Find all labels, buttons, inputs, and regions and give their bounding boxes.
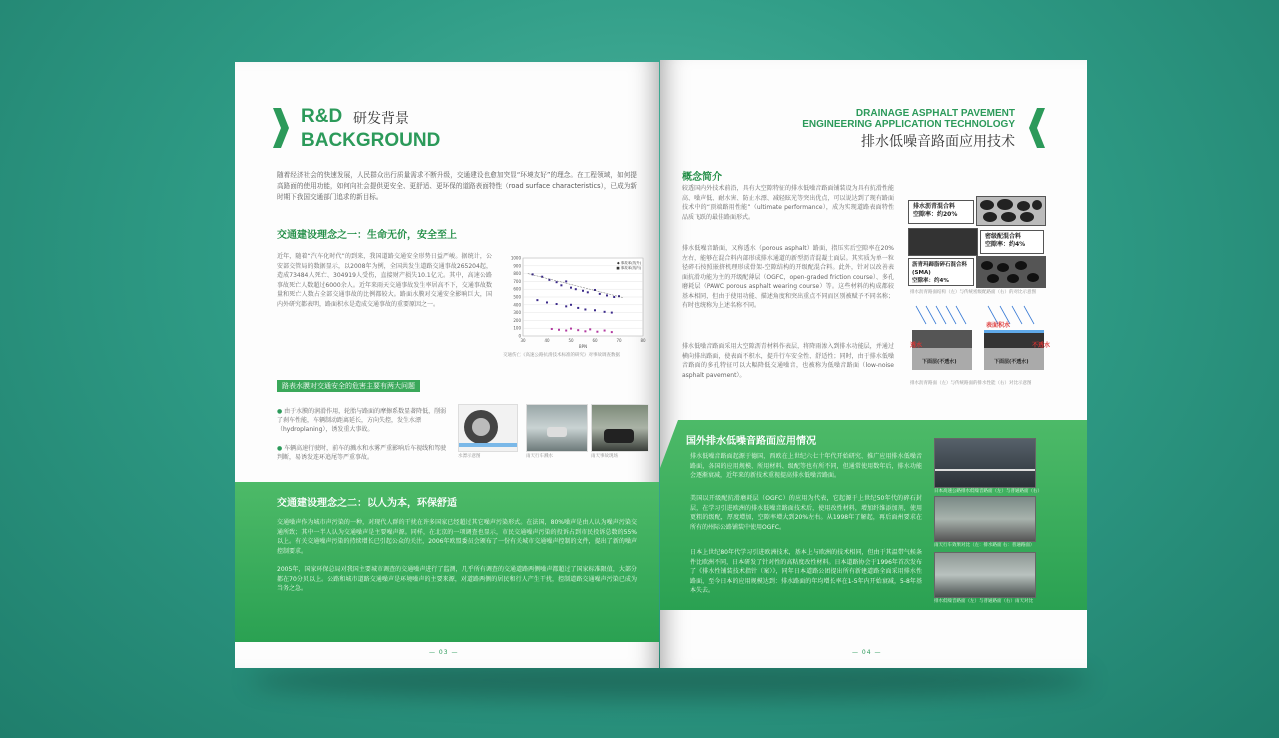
drain-mix-label: 排水沥青混合料 空隙率：约20% [913, 203, 958, 218]
hazard-tag: 路表水膜对交通安全的危害主要有两大问题 [277, 380, 420, 392]
section1-body: 近年，随着“汽车化时代”的到来，我国道路交通安全形势日益严峻。据统计，公安部交管局的数据显示，以2008年为例，全国共发生道路交通事故265204起，造成73484人死亡、304919人受伤，直接财产损失10.1亿元。其中，高速公路事故死亡人数超过6000余人。近年来雨天交通事故发生率居高不下，交通事故数量和死亡人数占全部交通事故的比例都较大。路面水膜对交通安全影响巨大，国内外研究都表明，路面积水是造成交通事故的重要原因之一。 [277, 253, 492, 308]
sma-label: 沥青玛蹄脂碎石混合料(SMA) 空隙率：约4% [912, 262, 968, 284]
intl-body2: 美国以开级配抗滑磨耗层（OGFC）的应用为代表，它起源于上世纪50年代的碎石封层，在学习引进欧洲的排水低噪音路面技术后，使用改性材料，增加纤维添加剂，使用更粗的级配，厚度增加，空隙率增大到20%左右。从1998年了解起，再后面州要求在所有的州际公路铺装中使用OGFC。 [690, 495, 922, 531]
water-caption: 排水沥青路面（左）与传统路面的排水性能（右）对比示意图 [910, 381, 1032, 386]
chart-y-tick: 200 [513, 317, 521, 323]
chart-y-tick: 1000 [510, 255, 521, 261]
title-cn-right: 排水低噪音路面应用技术 [861, 134, 1015, 150]
section2-title: 交通建设理念之二：以人为本，环保舒适 [277, 498, 457, 509]
chart-point [575, 288, 577, 290]
chart-point [613, 296, 615, 298]
chart-y-tick: 0 [518, 333, 521, 339]
intl-body1: 排水低噪音路面起源于德国，西欧在上世纪六七十年代开始研究、推广应用排水低噪音路面，各国的应用规模、所用材料、级配等也有所不同，但通常使用数年后，排水功能会逐渐衰减，近年来的新技术重视提高排水低噪音路面。 [690, 453, 922, 479]
page-number-right: — 04 — [852, 649, 882, 656]
bullet-dot-icon: ● [277, 408, 285, 415]
chart-point [570, 328, 572, 330]
chart-point [611, 331, 613, 333]
chart-point [546, 301, 548, 303]
photo3-caption: 雨天事故现场 [591, 454, 618, 459]
sma-label-box [908, 258, 974, 286]
drain-mix-sample [976, 196, 1046, 226]
chart-x-tick: 70 [616, 338, 622, 343]
concept-body1: 较透国内外技术前沿，具有大空隙特征的排水低噪音路面铺装设为具有抗滑性能高、噪声低、耐水害、防止水漂、减轻眩光等突出优点，可以说达到了现有路面技术中的“顶端路用性能”（ultimate performance），成为实现道路表面特性品质飞跃的最佳路面形式。 [682, 185, 894, 221]
chart-point [606, 294, 608, 296]
water-label-3: 不透水 [1032, 342, 1051, 349]
chart-y-tick: 400 [513, 302, 521, 308]
splash-photo [526, 404, 588, 452]
chart-legend-entry: ■ 事故率(线内) [616, 266, 641, 270]
photo2-caption: 雨天行车溅水 [526, 454, 553, 459]
tire-icon [459, 405, 517, 451]
bullet-2 [277, 444, 447, 462]
title-en-line2: ENGINEERING APPLICATION TECHNOLOGY [802, 119, 1015, 130]
intl-title: 国外排水低噪音路面应用情况 [686, 436, 816, 447]
chart-x-label: BPN [578, 344, 588, 349]
dense-mix-sample [908, 228, 978, 256]
chart-point [532, 273, 534, 275]
chevron-left-icon [1029, 108, 1045, 148]
title-background: BACKGROUND [301, 130, 441, 151]
left-page [235, 62, 659, 668]
chart-y-tick: 100 [513, 325, 521, 331]
road-photo-1 [934, 438, 1036, 488]
base-label-1: 下面层(不透水) [922, 359, 957, 365]
chart-point [565, 280, 567, 282]
bullet-1-text: 由于水膜的润滑作用，轮胎与路面的摩擦系数显著降低，削弱了刹车性能，车辆制动距离延长，方向失控，发生水漂（hydroplaning），诱发重大事故。 [277, 408, 447, 433]
chart-y-tick: 600 [513, 286, 521, 292]
road-caption-1: 日本高速公路排水低噪音路面（左）与普通路面（右） [934, 489, 1042, 494]
car-shape [604, 429, 634, 443]
road-caption-3: 排水低噪音路面（左）与普通路面（右）雨天对比 [934, 599, 1033, 604]
bullet-2-text: 车辆高速行驶时，前车的溅水和水雾严重影响后车视线和驾驶判断，易诱发连环追尾等严重事故。 [277, 445, 447, 461]
road-caption-2: 雨天行车效果对比（左：排水路面 右：普通路面） [934, 543, 1035, 548]
sma-sample [976, 256, 1046, 288]
photo1-caption: 水漂示意图 [458, 454, 481, 459]
chart-point [551, 328, 553, 330]
chart-point [536, 299, 538, 301]
chart-point [570, 304, 572, 306]
chart-y-tick: 800 [513, 271, 521, 277]
chart-y-tick: 700 [513, 278, 521, 284]
chart-point [582, 290, 584, 292]
chart-y-tick: 500 [513, 294, 521, 300]
water-diagram [908, 304, 1051, 378]
chart-point [556, 303, 558, 305]
page-number-left: — 03 — [429, 649, 459, 656]
chart-point [596, 331, 598, 333]
chart-point [565, 305, 567, 307]
concept-body3: 排水低噪音路面采用大空隙沥青材料作表层，将降雨渗入到排水功能层，并通过横向排出路面，使表面不积水，提升行车安全性、舒适性；同时，由于排水低噪音路面的多孔特征可以大幅降低交通噪音，也被称为低噪音路面（low-noise asphalt pavement）。 [682, 343, 894, 379]
chart-legend-entry: ◆ 事故率(线外) [616, 261, 641, 265]
drain-mix-label-box [908, 200, 974, 224]
dense-mix-label-box [980, 230, 1044, 254]
car-shape [547, 427, 567, 437]
tire-diagram [458, 404, 518, 452]
section1-title: 交通建设理念之一：生命无价，安全至上 [277, 230, 457, 241]
concept-title: 概念简介 [682, 172, 722, 183]
chart-point [565, 330, 567, 332]
chart-point [560, 284, 562, 286]
chart-point [556, 281, 558, 283]
mix-caption: 排水沥青路面结构（左）与传统密级配路面（右）的对比示意图 [910, 290, 1036, 295]
accident-photo [591, 404, 649, 452]
accident-chart [503, 252, 649, 358]
chart-point [604, 330, 606, 332]
chart-x-tick: 40 [544, 338, 550, 343]
chevron-right-icon [273, 108, 289, 148]
chart-point [611, 312, 613, 314]
chart-caption: 交通伤亡《高速公路抗滑技术标准的研究》对事故调查数据 [503, 353, 620, 358]
chart-x-tick: 30 [520, 338, 526, 343]
bullet-dot-icon: ● [277, 445, 285, 452]
title-rnd: R&D [301, 106, 343, 127]
bullet-1 [277, 407, 447, 434]
chart-point [584, 330, 586, 332]
base-label-2: 下面层(不透水) [994, 359, 1029, 365]
chart-point [587, 291, 589, 293]
water-label-1: 透水 [910, 342, 923, 349]
section2-body1: 交通噪声作为城市声污染的一种，对现代人群的干扰在许多国家已经超过其它噪声污染形式。在法国，80%噪声是由人认为噪声污染交通所致；其中一半人认为交通噪声是主要噪声源。同样，在北京的一项调查也显示，市民交通噪声污染的投诉占到市民投诉总数的55%以上。有关交通噪声污染的持续增长已引起公众的关注，2006年欧盟委员会颁布了一份有关城市交通噪声控制的文件，提出了新的噪声控制要求。 [277, 519, 637, 555]
chart-y-tick: 900 [513, 263, 521, 269]
chart-y-tick: 300 [513, 310, 521, 316]
chart-x-tick: 60 [592, 338, 598, 343]
road-photo-3 [934, 552, 1036, 598]
chart-point [594, 309, 596, 311]
chart-point [589, 328, 591, 330]
chart-point [584, 308, 586, 310]
chart-point [599, 293, 601, 295]
chart-x-tick: 50 [568, 338, 574, 343]
right-page [660, 60, 1087, 668]
water-label-2: 表面积水 [986, 322, 1011, 329]
chart-point [570, 287, 572, 289]
title-en-line1: DRAINAGE ASPHALT PAVEMENT [855, 108, 1015, 119]
chart-x-tick: 80 [640, 338, 646, 343]
chart-point [577, 329, 579, 331]
road-photo-2 [934, 496, 1036, 542]
chart-point [558, 329, 560, 331]
intl-body3: 日本上世纪80年代学习引进欧洲技术，基本上与欧洲的技术相同，但由于其温带气候条件比欧洲不同，日本研发了针对性的高粘度改性材料。日本道路协会于1996年首次发布了《排水性铺装技术指针（案）》，同年日本道路公团提出所有新建道路全面采用排水性路面，至今日本的应用规模达到：排水路面的年均增长率在1-5年内开始衰减，5-8年基本失去。 [690, 549, 922, 594]
dense-mix-label: 密级配混合料 空隙率：约4% [985, 233, 1026, 248]
intro-paragraph: 随着经济社会的快速发展，人民群众出行质量需求不断升级，交通建设也愈加突显“环境友好”的理念。在工程领域，如何提高路面的使用功能，如何向社会提供更安全、更舒适、更环保的道路表面特性（road surface characteristics），已成为新时期下我国交通部门追求的新目标。 [277, 171, 637, 201]
chart-point [577, 307, 579, 309]
section2-body2: 2005年，国家环保总局对我国主要城市调查的交通噪声进行了监测，几乎所有调查的交通道路两侧噪声都超过了国家标准限值，大部分都在70分贝以上。公路和城市道路交通噪声是环境噪声的主要来源，对道路两侧的居民和行人产生干扰，控制道路交通噪声污染已成为当务之急。 [277, 566, 637, 592]
chart-point [604, 311, 606, 313]
title-cn: 研发背景 [353, 111, 409, 127]
concept-body2: 排水低噪音路面，又称透水（porous asphalt）路面，指压实后空隙率在20%左右，能够在混合料内部形成排水通道的新型沥青混凝土面层。其实质为单一粒径碎石按照嵌挤机理形成骨架-空隙结构的开级配混合料。此外，针对以改善表面抗滑功能为主的开级配薄层（OGFC，open-graded friction course）、多孔磨耗层（PAWC porous asphalt wearing course）等。这些材料的构成都较基本相同，但由于使用功能、描述角度和突出重点不同而区别被赋予不同名称；有时也统称为上述名称不同。 [682, 245, 894, 309]
